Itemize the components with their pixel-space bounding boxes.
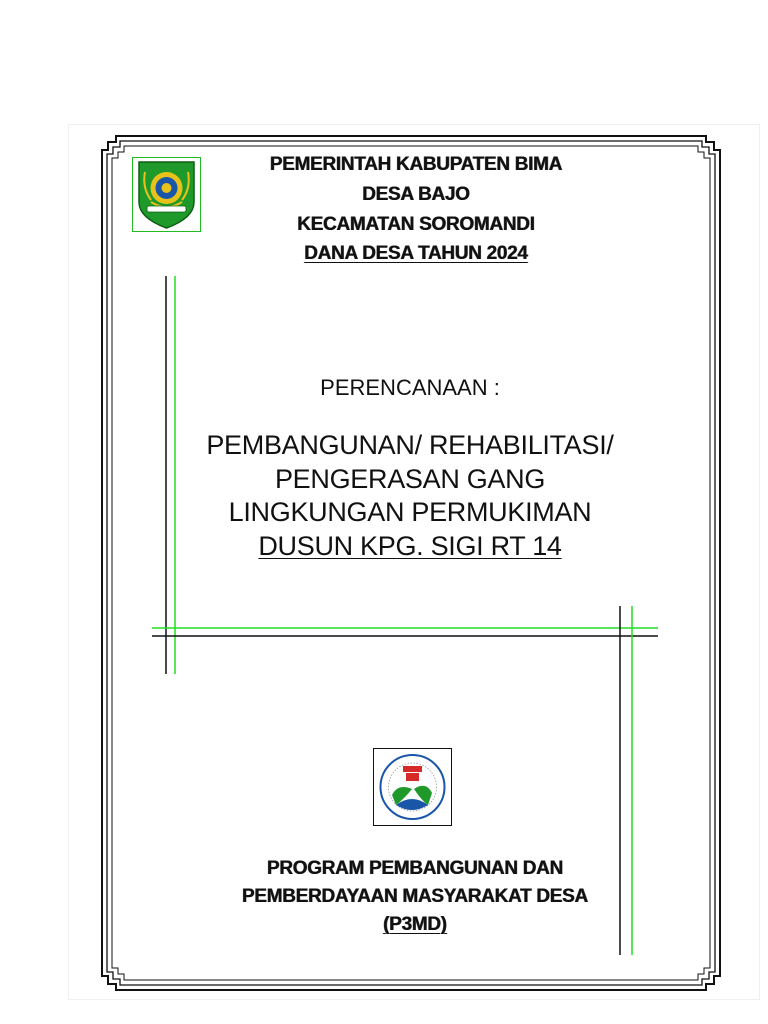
regency-emblem-icon xyxy=(133,158,200,231)
footer-program-line-2: PEMBERDAYAAN MASYARAKAT DESA xyxy=(242,886,588,907)
header-government: PEMERINTAH KABUPATEN BIMA xyxy=(269,154,563,175)
ministry-logo-icon xyxy=(374,749,451,825)
plan-title-line-3: LINGKUNGAN PERMUKIMAN xyxy=(228,497,592,527)
header-village: DESA BAJO xyxy=(362,184,470,205)
header-fund-year-text: DANA DESA TAHUN 2024 xyxy=(304,243,528,264)
plan-title-line-1: PEMBANGUNAN/ REHABILITASI/ xyxy=(206,430,614,460)
header-district: KECAMATAN SOROMANDI xyxy=(297,214,535,235)
regency-emblem-frame xyxy=(132,157,201,232)
footer-program-acronym xyxy=(200,914,630,936)
footer-program-line-1: PROGRAM PEMBANGUNAN DAN xyxy=(266,858,564,879)
plan-title-line-4-text: DUSUN KPG. SIGI RT 14 xyxy=(258,531,562,561)
header-fund-year xyxy=(226,243,606,265)
ministry-logo-frame xyxy=(373,748,452,826)
plan-title-line-4 xyxy=(160,531,660,562)
plan-label: PERENCANAAN : xyxy=(320,375,500,400)
plan-title-line-2: PENGERASAN GANG xyxy=(274,464,546,494)
footer-program-acronym-text: (P3MD) xyxy=(383,914,447,935)
